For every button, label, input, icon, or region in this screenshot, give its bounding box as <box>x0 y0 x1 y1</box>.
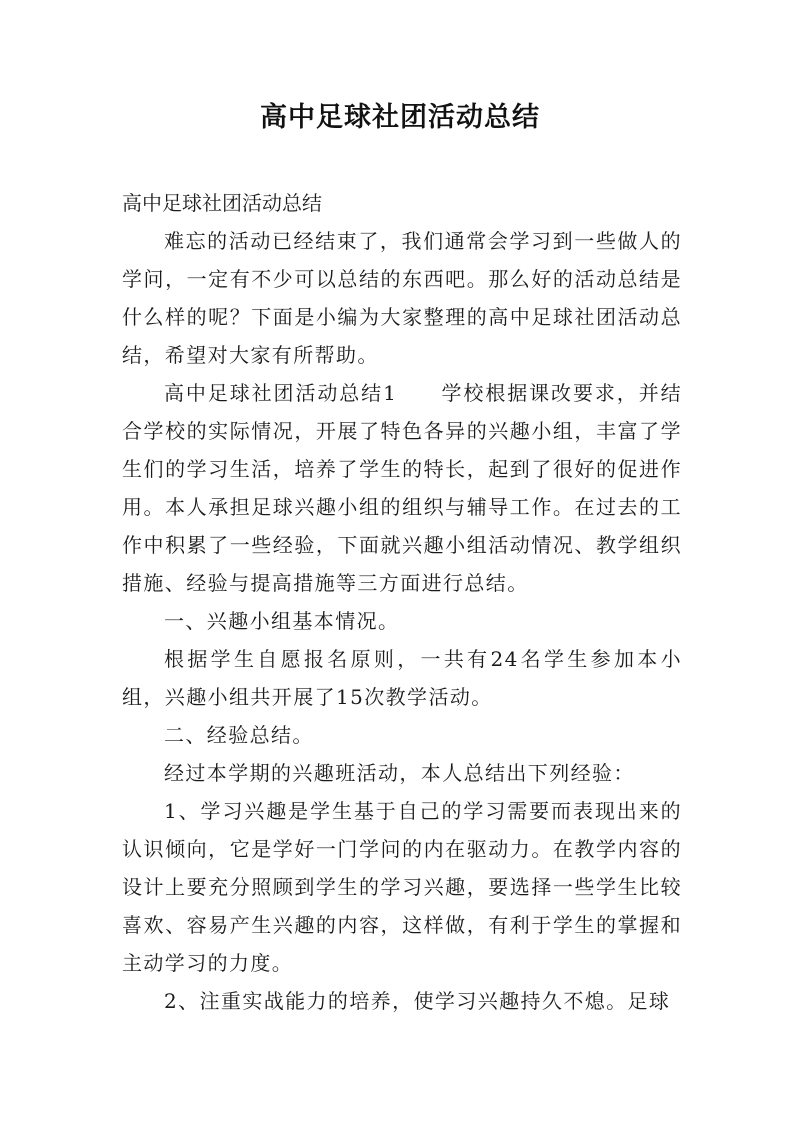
paragraph-summary-1: 高中足球社团活动总结1 学校根据课改要求，并结合学校的实际情况，开展了特色各异的兴趣小组，丰富了学生们的学习生活，培养了学生的特长，起到了很好的促进作用。本人承担足球兴趣小组的组织与辅导工作。在过去的工作中积累了一些经验，下面就兴趣小组活动情况、教学组织措施、经验与提高措施等三方面进行总结。 <box>122 381 682 595</box>
section-heading-basic-info: 一、兴趣小组基本情况。 <box>164 609 400 633</box>
paragraph-experience-1: 1、学习兴趣是学生基于自己的学习需要而表现出来的认识倾向，它是学好一门学问的内在驱动力。在教学内容的设计上要充分照顾到学生的学习兴趣，要选择一些学生比较喜欢、容易产生兴趣的内容，这样做，有利于学生的掌握和主动学习的力度。 <box>122 799 682 975</box>
document-title: 高中足球社团活动总结 <box>260 102 540 133</box>
paragraph-experience-intro: 经过本学期的兴趣班活动，本人总结出下列经验： <box>164 761 635 785</box>
paragraph-basic-info: 根据学生自愿报名原则，一共有24名学生参加本小组，兴趣小组共开展了15次教学活动。 <box>122 647 682 709</box>
document-body <box>122 222 682 1020</box>
paragraph-experience-2: 2、注重实战能力的培养，使学习兴趣持久不熄。足球 <box>164 989 671 1013</box>
paragraph-intro: 难忘的活动已经结束了，我们通常会学习到一些做人的学问，一定有不少可以总结的东西吧。那么好的活动总结是什么样的呢？下面是小编为大家整理的高中足球社团活动总结，希望对大家有所帮助。 <box>122 229 682 367</box>
document-subtitle: 高中足球社团活动总结 <box>122 191 322 215</box>
section-heading-experience: 二、经验总结。 <box>164 723 314 747</box>
